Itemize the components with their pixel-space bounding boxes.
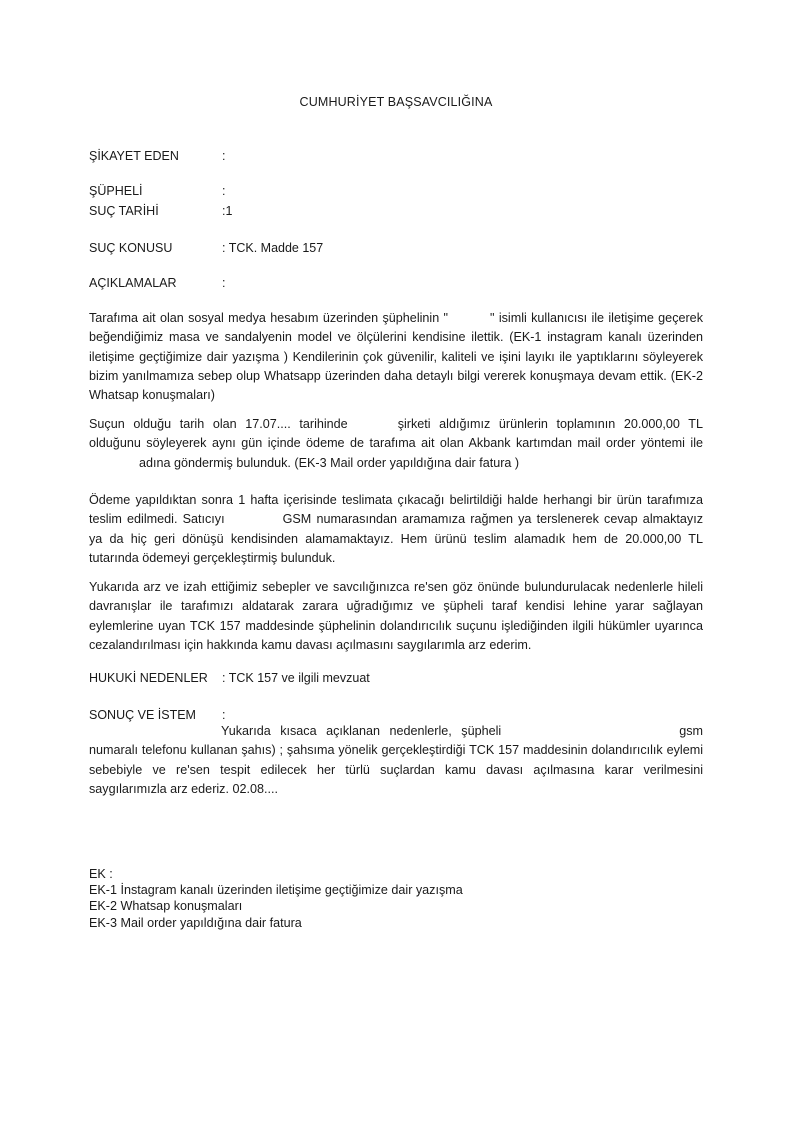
paragraph-2-part-c: adına göndermiş bulunduk. (EK-3 Mail order yapıldığına dair fatura ) bbox=[139, 455, 520, 470]
field-row-sikayet-eden bbox=[89, 148, 703, 164]
field-value-suc-tarihi: :1 bbox=[222, 204, 233, 218]
field-label-sikayet-eden: ŞİKAYET EDEN bbox=[89, 149, 179, 163]
field-label-hukuki-nedenler: HUKUKİ NEDENLER bbox=[89, 671, 208, 685]
paragraph-3 bbox=[89, 491, 703, 568]
field-label-sonuc-ve-istem: SONUÇ VE İSTEM bbox=[89, 708, 196, 722]
attachments-list bbox=[89, 866, 703, 931]
field-row-suc-tarihi bbox=[89, 203, 703, 219]
paragraph-2-part-b: şirketi aldığımız ürünlerin toplamının 20.000,00 TL olduğunu söyleyerek aynı gün içinde ödeme de tarafıma ait olan Akbank kartımdan mail order yöntemi ile bbox=[89, 417, 703, 451]
paragraph-1-part-b: " isimli kullanıcısı ile iletişime geçerek beğendiğimiz masa ve sandalyenin model ve ölçülerini kendisine ilettik. (EK-1 instagram kanalı üzerinden iletişime geçtiğimize dair yazışma ) Kendilerinin çok güvenilir, kaliteli ve işini layıkı ile yaptıklarını söyleyerek bizim yanılmamıza sebep olup Whatsapp üzerinden daha detaylı bilgi vererek konuşmaya devam ettik. (EK-2 Whatsap konuşmaları) bbox=[89, 311, 703, 403]
field-row-hukuki-nedenler bbox=[89, 670, 703, 686]
field-value-sikayet-eden: : bbox=[222, 149, 226, 163]
field-value-sonuc-ve-istem: : bbox=[222, 708, 226, 722]
field-row-suc-konusu bbox=[89, 240, 703, 256]
field-label-aciklamalar: AÇIKLAMALAR bbox=[89, 276, 177, 290]
field-label-suc-tarihi: SUÇ TARİHİ bbox=[89, 204, 159, 218]
attachment-item-1: EK-1 İnstagram kanalı üzerinden iletişime geçtiğimize dair yazışma bbox=[89, 883, 463, 898]
field-row-aciklamalar bbox=[89, 275, 703, 291]
paragraph-5-part-b: gsm numaralı telefonu kullanan şahıs) ; şahsıma yönelik gerçekleştirdiği TCK 157 maddesinin dolandırıcılık eylemi sebebiyle ve re'sen tespit edilecek her türlü suçlardan kamu davası açılmasına karar verilmesini saygılarımızla arz ederiz. 02.08.... bbox=[89, 724, 703, 796]
paragraph-4: Yukarıda arz ve izah ettiğimiz sebepler ve savcılığınızca re'sen göz önünde bulundurulacak nedenlerle hileli davranışlar ile tarafımızı aldatarak zarara uğradığımız ve şüpheli taraf kendisi lehine yarar sağlayan eylemlerine uyan TCK 157 maddesinde şüphelinin dolandırıcılık suçunu işlediğinden ilgili hükümler uyarınca cezalandırılması için hakkında kamu davası açılmasını saygılarımla arz ederim. bbox=[89, 580, 703, 652]
paragraph-1-part-a: Tarafıma ait olan sosyal medya hesabım üzerinden şüphelinin " bbox=[89, 311, 449, 325]
page-title: CUMHURİYET BAŞSAVCILIĞINA bbox=[299, 95, 493, 109]
field-label-supheli: ŞÜPHELİ bbox=[89, 184, 143, 198]
paragraph-3-part-a: Ödeme yapıldıktan sonra 1 hafta içerisinde teslimata çıkacağı belirtildiği halde herhangi bir ürün tarafımıza teslim edilmedi. Satıcıyı bbox=[89, 493, 703, 527]
paragraph-2-part-a: Suçun olduğu tarih olan 17.07.... tarihinde bbox=[89, 417, 348, 431]
attachment-item-3: EK-3 Mail order yapıldığına dair fatura bbox=[89, 915, 302, 930]
attachments-heading: EK : bbox=[89, 867, 113, 881]
field-value-supheli: : bbox=[222, 184, 226, 198]
field-value-hukuki-nedenler: : TCK 157 ve ilgili mevzuat bbox=[222, 671, 370, 685]
field-row-sonuc-ve-istem bbox=[89, 707, 703, 723]
attachment-item-2: EK-2 Whatsap konuşmaları bbox=[89, 899, 243, 914]
paragraph-5-part-a: Yukarıda kısaca açıklanan nedenlerle, şüpheli bbox=[221, 724, 502, 738]
field-value-aciklamalar: : bbox=[222, 276, 226, 290]
field-label-suc-konusu: SUÇ KONUSU bbox=[89, 241, 173, 255]
paragraph-1 bbox=[89, 309, 703, 405]
paragraph-5 bbox=[89, 722, 703, 799]
paragraph-3-part-b: GSM numarasından aramamıza rağmen ya terslenerek cevap almaktayız ya da hiç geri dönüşü kendisinden alamamaktayız. Hem ürünü teslim alamadık hem de 20.000,00 TL tutarında ödemeyi gerçekleştirmiş bulunduk. bbox=[89, 512, 704, 565]
field-value-suc-konusu: : TCK. Madde 157 bbox=[222, 241, 324, 255]
field-row-supheli bbox=[89, 183, 703, 199]
paragraph-2 bbox=[89, 415, 703, 473]
